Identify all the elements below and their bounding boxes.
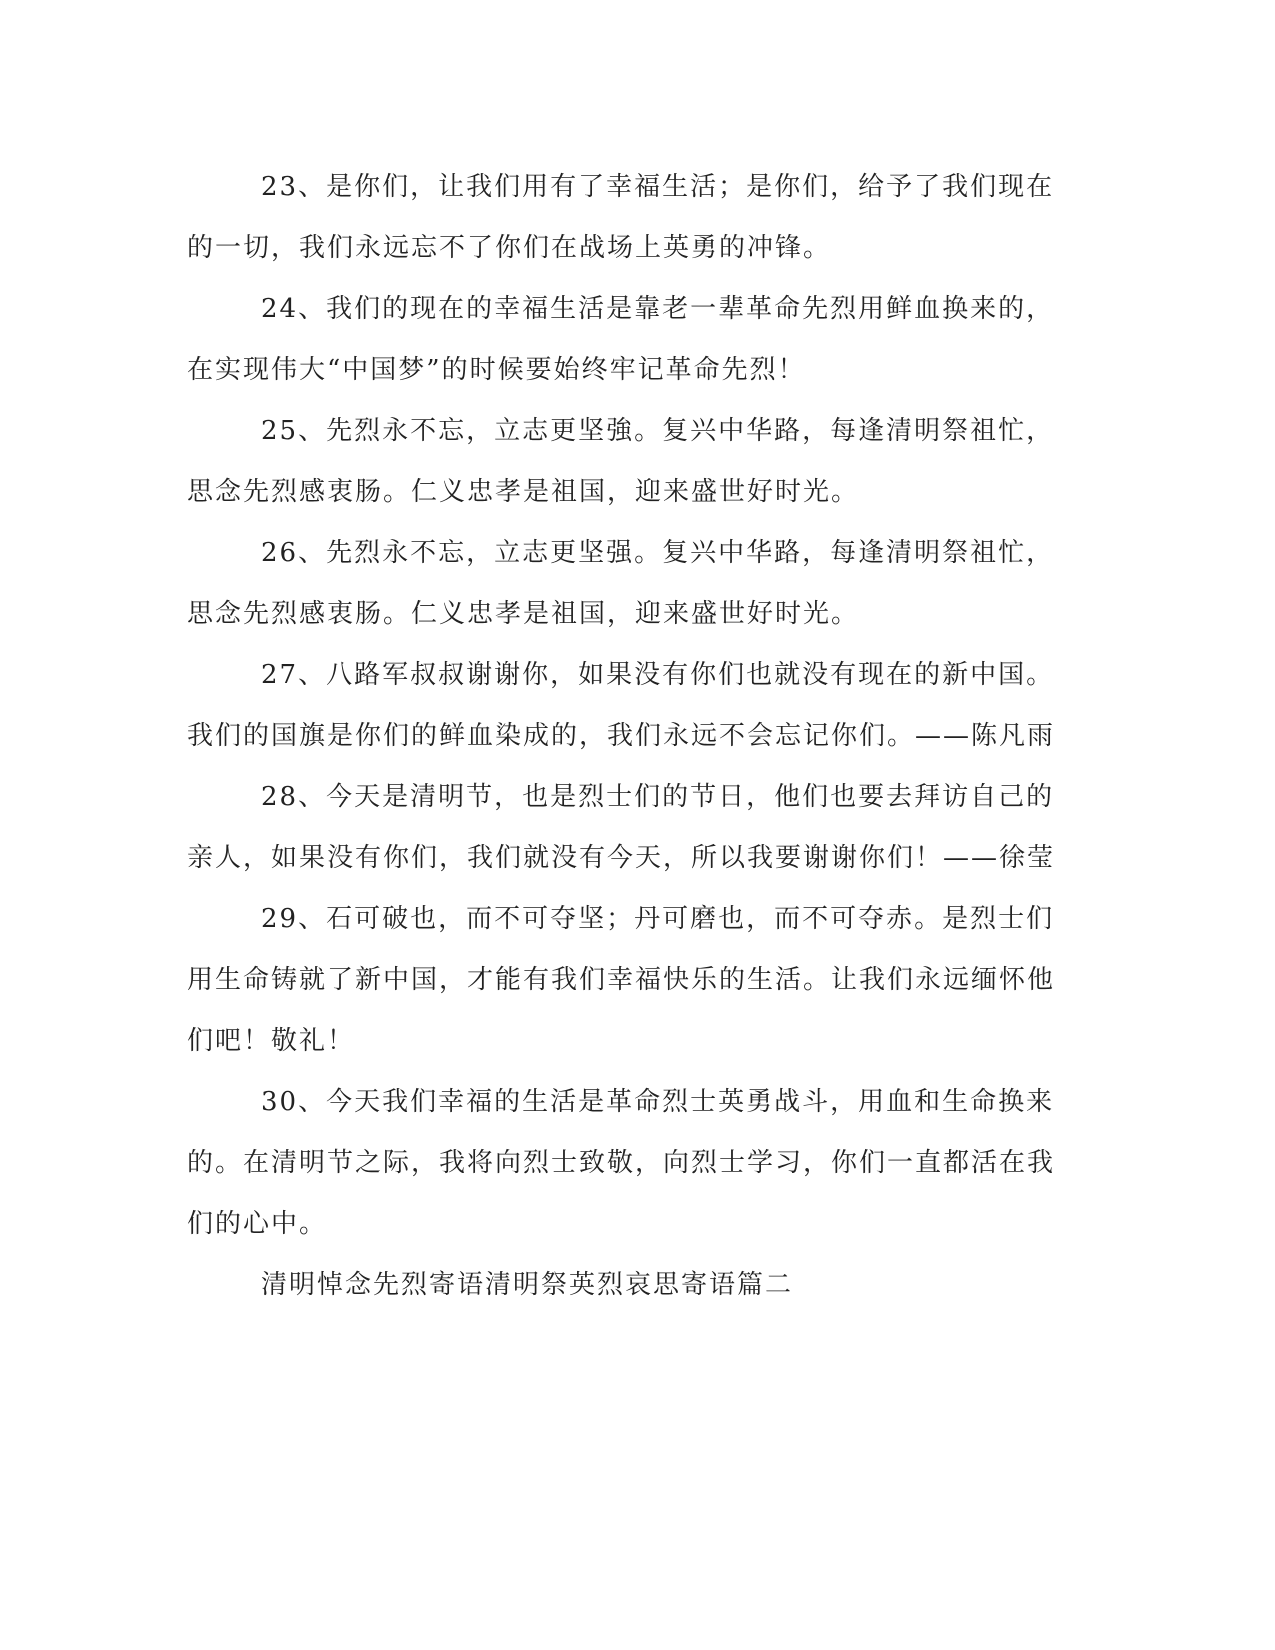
document-body: [187, 157, 1073, 1316]
paragraph-28: 28、今天是清明节，也是烈士们的节日，他们也要去拜访自己的亲人，如果没有你们，我们就没有今天，所以我要谢谢你们！——徐莹: [187, 782, 1056, 873]
paragraph-24: 24、我们的现在的幸福生活是靠老一辈革命先烈用鲜血换来的，在实现伟大“中国梦”的时候要始终牢记革命先烈！: [187, 294, 1055, 385]
paragraph-25: 25、先烈永不忘，立志更坚強。复兴中华路，每逢清明祭祖忙，思念先烈感衷肠。仁义忠孝是祖国，迎来盛世好时光。: [187, 416, 1055, 507]
paragraph-27: 27、八路军叔叔谢谢你，如果没有你们也就没有现在的新中国。我们的国旗是你们的鲜血染成的，我们永远不会忘记你们。——陈凡雨: [187, 660, 1056, 751]
paragraph-29: 29、石可破也，而不可夺坚；丹可磨也，而不可夺赤。是烈士们用生命铸就了新中国，才能有我们幸福快乐的生活。让我们永远缅怀他们吧！敬礼！: [187, 904, 1056, 1056]
paragraph-23: 23、是你们，让我们用有了幸福生活；是你们，给予了我们现在的一切，我们永远忘不了你们在战场上英勇的冲锋。: [187, 172, 1055, 263]
section-heading: 清明悼念先烈寄语清明祭英烈哀思寄语篇二: [261, 1270, 794, 1300]
paragraph-26: 26、先烈永不忘，立志更坚强。复兴中华路，每逢清明祭祖忙，思念先烈感衷肠。仁义忠孝是祖国，迎来盛世好时光。: [187, 538, 1055, 629]
paragraph-30: 30、今天我们幸福的生活是革命烈士英勇战斗，用血和生命换来的。在清明节之际，我将向烈士致敬，向烈士学习，你们一直都活在我们的心中。: [187, 1087, 1056, 1239]
